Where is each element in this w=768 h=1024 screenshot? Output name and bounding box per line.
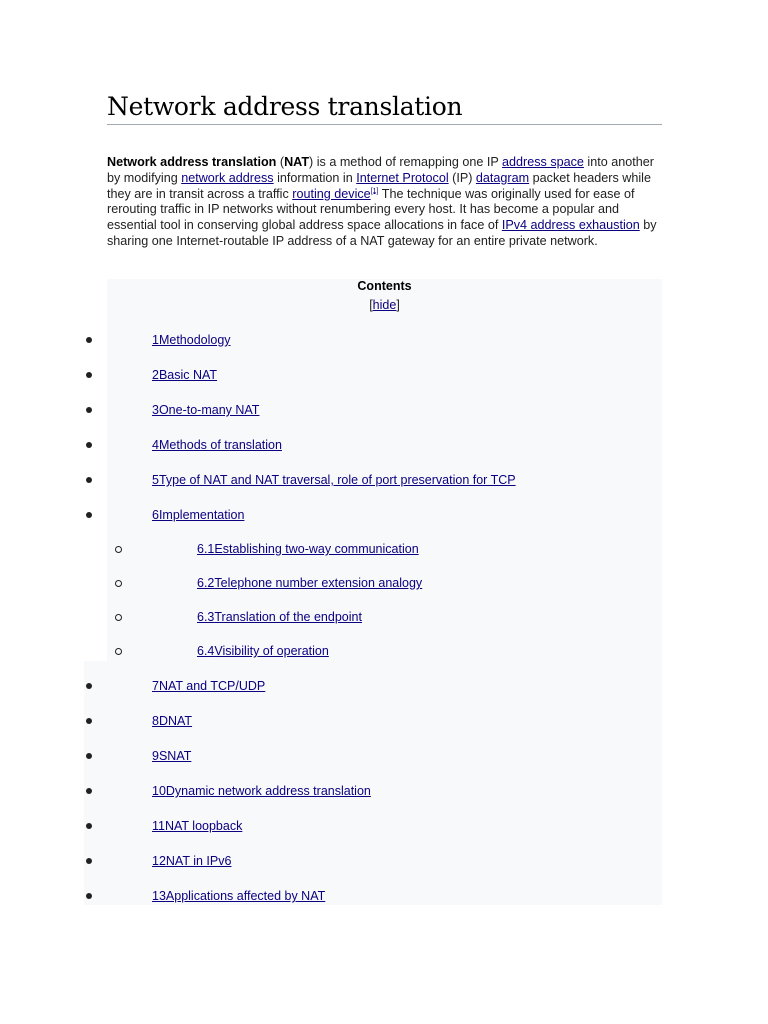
toc-item[interactable] [152,818,242,834]
sub-bullet-icon [115,546,122,553]
toc-item-number: 7 [152,679,159,693]
intro-text: packet headers while they are in transit across a traffic [107,170,651,201]
page-title: Network address translation [107,90,662,125]
intro-text: ( [276,155,285,169]
toc-item-number: 1 [152,333,159,347]
toc-item-label: Methods of translation [158,438,282,452]
toc-item[interactable] [152,437,282,453]
toc-subitem[interactable] [197,541,419,557]
toc-item-label: Methodology [158,333,231,347]
toc-item-label: NAT loopback [164,819,243,833]
toc-item[interactable] [152,713,192,729]
toc-item-label: Establishing two-way communication [214,542,419,556]
toc-item-number: 3 [152,403,159,417]
bullet-icon [86,442,92,448]
toc-item-label: Visibility of operation [214,644,329,658]
toc-item[interactable] [152,888,325,904]
sub-bullet-icon [115,648,122,655]
bullet-icon [86,718,92,724]
toc-item-label: Basic NAT [158,368,218,382]
toc-item-number: 6.3 [197,610,215,624]
toc-item[interactable] [152,332,231,348]
toc-item-number: 2 [152,368,159,382]
intro-text: into another by modifying [107,155,654,185]
bullet-icon [86,858,92,864]
toc-item-label: Applications affected by NAT [165,889,326,903]
link-internet-protocol[interactable]: Internet Protocol [356,170,449,185]
toc-item-number: 6.1 [197,542,215,556]
bullet-icon [86,823,92,829]
link-address-space[interactable]: address space [502,155,584,169]
toc-item-number: 6 [152,508,159,522]
toc-item[interactable] [152,402,259,418]
toc-item[interactable] [152,367,217,383]
bullet-icon [86,337,92,343]
intro-text: (IP) [448,170,476,185]
intro-text: The technique was originally used for ease of rerouting traffic in IP networks without renumbering every host. It has become a popular and essential tool in conserving global address space allocations in face of [107,186,635,233]
intro-text: information in [273,170,357,185]
toc-item-label: SNAT [158,749,192,763]
intro-text: by sharing one Internet-routable IP address of a NAT gateway for an entire private network. [107,218,657,248]
bullet-icon [86,753,92,759]
toc-item-label: Type of NAT and NAT traversal, role of port preservation for TCP [158,473,516,487]
toc-item-number: 6.4 [197,644,215,658]
bullet-icon [86,788,92,794]
toc-subitem[interactable] [197,575,422,591]
bullet-icon [86,372,92,378]
toc-item-number: 6.2 [197,576,215,590]
intro-text: ) is a method of remapping one IP [309,155,503,169]
toc-item[interactable] [152,507,244,523]
toc-item[interactable] [152,748,191,764]
toc-bracket-close: ] [396,298,400,312]
toc-subitem[interactable] [197,643,329,659]
toc-hide-control [107,298,662,312]
reference-link[interactable]: [1] [370,187,379,195]
toc-title: Contents [357,279,412,293]
toc-item[interactable] [152,678,265,694]
toc-item-number: 8 [152,714,159,728]
intro-bold-term: Network address translation [107,155,277,169]
toc-item-number: 4 [152,438,159,452]
toc-item[interactable] [152,472,516,488]
toc-item-label: NAT in IPv6 [165,854,232,868]
toc-subitem[interactable] [197,609,362,625]
toc-item-label: DNAT [158,714,193,728]
intro-bold-abbrev: NAT [284,155,310,169]
toc-item-number: 11 [152,819,165,833]
toc-item-number: 9 [152,749,159,763]
toc-item-number: 12 [152,854,166,868]
link-network-address[interactable]: network address [181,170,274,185]
toc-item-number: 5 [152,473,159,487]
bullet-icon [86,407,92,413]
link-routing-device[interactable]: routing device [292,186,371,201]
toc-item-label: One-to-many NAT [158,403,260,417]
toc-item-label: Telephone number extension analogy [214,576,423,590]
sub-bullet-icon [115,580,122,587]
link-ipv4-exhaustion[interactable]: IPv4 address exhaustion [501,218,640,233]
sub-bullet-icon [115,614,122,621]
bullet-icon [86,512,92,518]
intro-paragraph [107,155,663,250]
toc-item-number: 13 [152,889,166,903]
toc-item-label: Dynamic network address translation [165,784,371,798]
toc-item[interactable] [152,783,371,799]
toc-item-label: NAT and TCP/UDP [158,679,266,693]
toc-hide-link[interactable]: hide [372,298,397,312]
toc-bracket-open: [ [369,298,373,312]
bullet-icon [86,683,92,689]
toc-item-label: Implementation [158,508,245,522]
bullet-icon [86,477,92,483]
bullet-icon [86,893,92,899]
link-datagram[interactable]: datagram [475,170,530,185]
toc-item-label: Translation of the endpoint [214,610,362,624]
toc-item[interactable] [152,853,231,869]
toc-item-number: 10 [152,784,166,798]
